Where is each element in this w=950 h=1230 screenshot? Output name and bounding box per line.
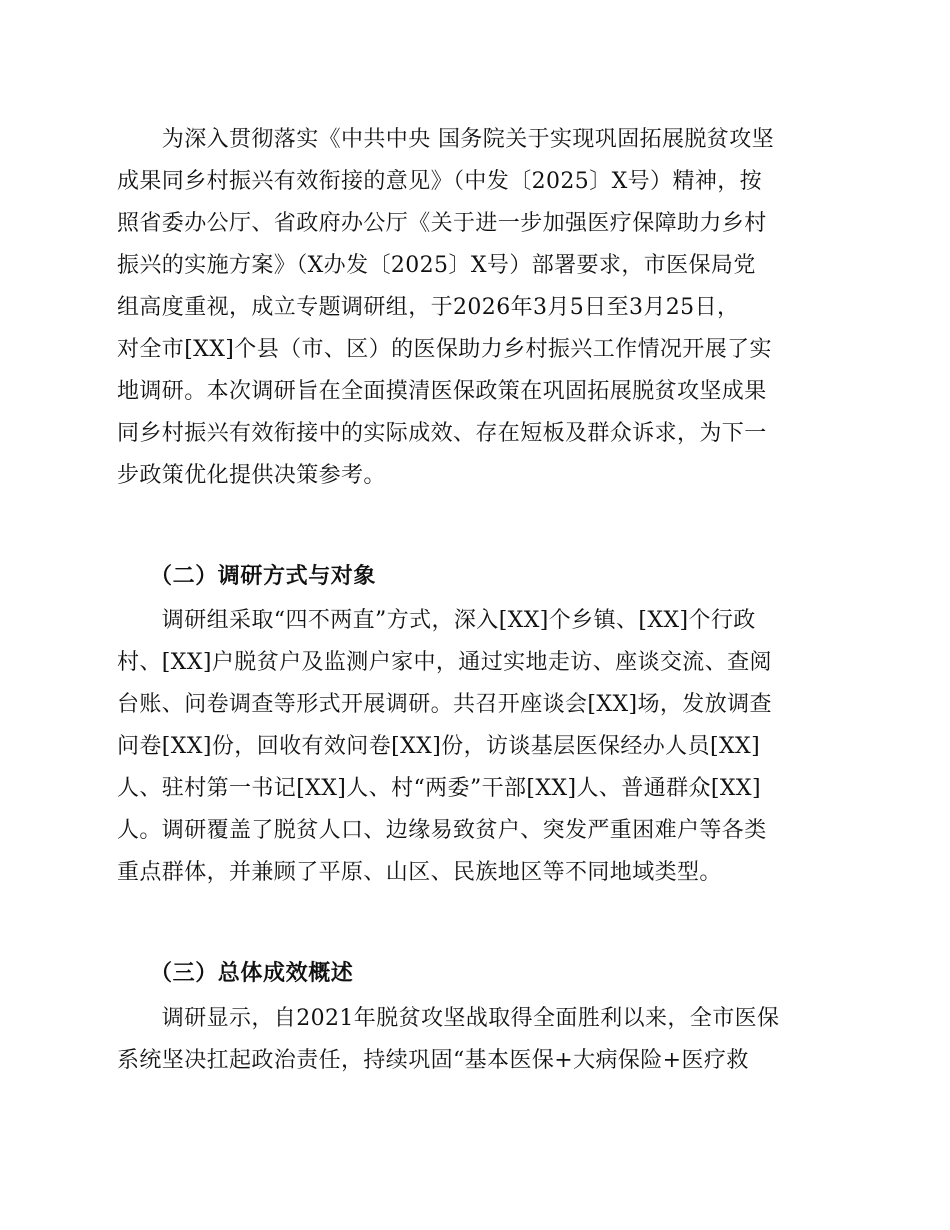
paragraph-1-line-7: 地调研。本次调研旨在全面摸清医保政策在巩固拓展脱贫攻坚成果 xyxy=(117,379,767,404)
paragraph-2-line-6: 人。调研覆盖了脱贫人口、边缘易致贫户、突发严重困难户等各类 xyxy=(117,818,767,843)
paragraph-3-line-2: 系统坚决扛起政治责任，持续巩固“基本医保+大病保险+医疗救 xyxy=(117,1048,749,1073)
paragraph-1-line-8: 同乡村振兴有效衔接中的实际成效、存在短板及群众诉求，为下一 xyxy=(117,421,767,446)
paragraph-1-line-6: 对全市[XX]个县（市、区）的医保助力乡村振兴工作情况开展了实 xyxy=(117,337,772,362)
paragraph-2-line-1: 调研组采取“四不两直”方式，深入[XX]个乡镇、[XX]个行政 xyxy=(117,608,756,633)
paragraph-2-line-4: 问卷[XX]份，回收有效问卷[XX]份，访谈基层医保经办人员[XX] xyxy=(117,734,761,759)
section-heading-2: （二）调研方式与对象 xyxy=(150,564,377,589)
paragraph-1-line-2: 成果同乡村振兴有效衔接的意见》（中发〔2025〕X号）精神，按 xyxy=(117,169,763,194)
section-heading-3: （三）总体成效概述 xyxy=(150,961,354,986)
paragraph-1-line-1: 为深入贯彻落实《中共中央 国务院关于实现巩固拓展脱贫攻坚 xyxy=(117,127,774,152)
paragraph-1-line-3: 照省委办公厅、省政府办公厅《关于进一步加强医疗保障助力乡村 xyxy=(117,211,767,236)
paragraph-3-line-1: 调研显示，自2021年脱贫攻坚战取得全面胜利以来，全市医保 xyxy=(117,1006,780,1031)
paragraph-2-line-5: 人、驻村第一书记[XX]人、村“两委”干部[XX]人、普通群众[XX] xyxy=(117,776,761,801)
paragraph-1-line-9: 步政策优化提供决策参考。 xyxy=(117,463,386,488)
paragraph-1-line-5: 组高度重视，成立专题调研组，于2026年3月5日至3月25日， xyxy=(117,295,740,320)
paragraph-1-line-4: 振兴的实施方案》（X办发〔2025〕X号）部署要求，市医保局党 xyxy=(117,253,756,278)
paragraph-2-line-3: 台账、问卷调查等形式开展调研。共召开座谈会[XX]场，发放调查 xyxy=(117,692,772,717)
paragraph-2-line-7: 重点群体，并兼顾了平原、山区、民族地区等不同地域类型。 xyxy=(117,860,722,885)
paragraph-2-line-2: 村、[XX]户脱贫户及监测户家中，通过实地走访、座谈交流、查阅 xyxy=(117,650,772,675)
